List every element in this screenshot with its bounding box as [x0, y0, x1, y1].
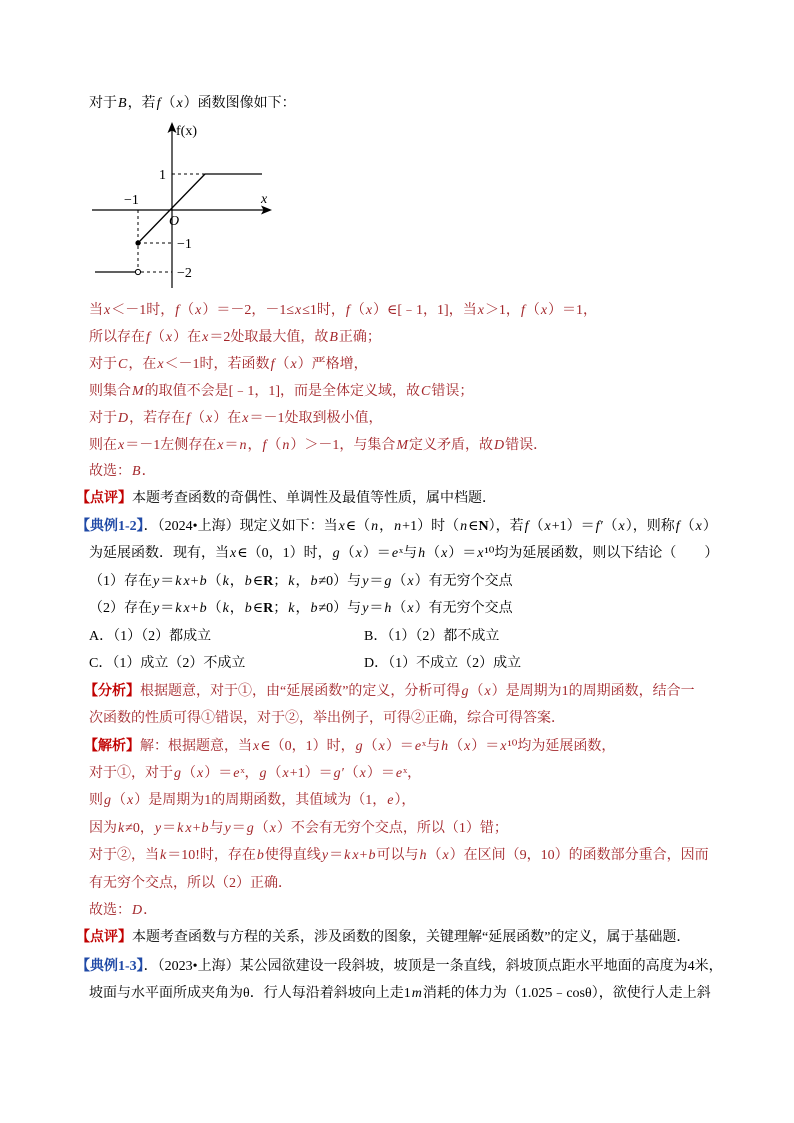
solution-line: 所以存在f（x）在x＝2处取最大值，故B正确；	[89, 330, 381, 345]
section-b-intro: 对于B，若f（x）函数图像如下：	[89, 96, 296, 111]
comment-label: 【点评】	[76, 930, 132, 945]
example-1-3-header	[76, 953, 723, 980]
analysis-block	[84, 678, 695, 705]
solution-text: 解：根据题意，当x∈（0，1）时，g（x）＝eˣ与h（x）＝x¹⁰均为延展函数，	[140, 739, 616, 754]
option-b: B．（1）（2）都不成立	[364, 629, 500, 644]
solution-line: 对于C，在x＜－1时，若函数f（x）严格增，	[89, 357, 368, 372]
solution-line: 对于②，当k＝10!时，存在b使得直线y＝k x+b可以与h（x）在区间（9，10）的函数部分重合，因而	[89, 848, 709, 863]
option-a: A．（1）（2）都成立	[89, 629, 212, 644]
option-d: D．（1）不成立（2）成立	[364, 656, 522, 671]
solution-line: 有无穷个交点，所以（2）正确．	[89, 876, 292, 891]
solution-label: 【解析】	[84, 739, 140, 754]
question-text: 坡面与水平面所成夹角为θ．行人每沿着斜坡向上走1m消耗的体力为（1.025﹣cosθ），欲使行人走上斜	[89, 986, 711, 1001]
y-tick-label-neg2: −2	[177, 266, 192, 281]
solution-line: 对于①，对于g（x）＝eˣ，g（x+1）＝g′（x）＝eˣ，	[89, 766, 422, 781]
question-text: ．（2023•上海）某公园欲建设一段斜坡，坡顶是一条直线，斜坡顶点距水平地面的高度为4米，	[143, 959, 723, 974]
y-tick-label-1: 1	[159, 168, 166, 183]
x-tick-label-neg1: −1	[124, 193, 139, 208]
options-row	[89, 623, 500, 650]
example-label: 【典例1-3】	[76, 959, 144, 974]
example-label: 【典例1-2】	[76, 519, 144, 534]
answer-line: 故选：B．	[89, 464, 156, 479]
solution-line: 对于D，若存在f（x）在x＝－1处取到极小值，	[89, 411, 383, 426]
analysis-text: 次函数的性质可得①错误，对于②，举出例子，可得②正确，综合可得答案．	[89, 711, 565, 726]
question-text: ．（2024•上海）现定义如下：当x∈（n，n+1）时（n∈N），若f（x+1）＝f′（x），则称f（x）	[143, 519, 717, 534]
solution-line: 当x＜－1时，f（x）＝－2，－1≤x≤1时，f（x）∈[﹣1，1]，当x＞1，f（x）＝1，	[89, 303, 598, 318]
analysis-label: 【分析】	[84, 684, 140, 699]
comment-block	[76, 924, 690, 951]
statement-1: （1）存在y＝k x+b（k，b∈R；k，b≠0）与y＝g（x）有无穷个交点	[89, 574, 513, 589]
example-1-2-header	[76, 513, 717, 540]
answer-line: 故选：D．	[89, 903, 158, 918]
y-tick-label-neg1: −1	[177, 237, 192, 252]
comment-text: 本题考查函数的奇偶性、单调性及最值等性质，属中档题．	[132, 491, 496, 506]
comment-text: 本题考查函数与方程的关系，涉及函数的图象，关键理解“延展函数”的定义，属于基础题．	[132, 930, 691, 945]
origin-label: O	[169, 214, 180, 229]
statement-2: （2）存在y＝k x+b（k，b∈R；k，b≠0）与y＝h（x）有无穷个交点	[89, 601, 513, 616]
x-axis-label: x	[261, 192, 268, 207]
open-point	[135, 269, 140, 274]
solution-line: 则g（x）是周期为1的周期函数，其值域为（1，e），	[89, 793, 416, 808]
comment-label: 【点评】	[76, 491, 132, 506]
solution-line: 则在x＝－1左侧存在x＝n，f（n）＞－1，与集合M定义矛盾，故D错误．	[89, 438, 548, 453]
closed-point	[135, 240, 140, 245]
question-text: 为延展函数．现有，当x∈（0，1）时，g（x）＝eˣ与h（x）＝x¹⁰均为延展函数，则以下结论（ ）	[89, 546, 719, 561]
solution-block	[84, 733, 615, 760]
options-row	[89, 650, 522, 677]
option-c: C．（1）成立（2）不成立	[89, 656, 246, 671]
function-graph	[88, 118, 280, 292]
solution-line: 因为k≠0，y＝k x+b与y＝g（x）不会有无穷个交点，所以（1）错；	[89, 821, 508, 836]
solution-line: 则集合M的取值不会是[﹣1，1]，而是全体定义域，故C错误；	[89, 384, 474, 399]
y-axis-label: f(x)	[176, 124, 197, 139]
analysis-text: 根据题意，对于①，由“延展函数”的定义，分析可得g（x）是周期为1的周期函数，结合一	[140, 684, 695, 699]
comment-block	[76, 485, 496, 512]
